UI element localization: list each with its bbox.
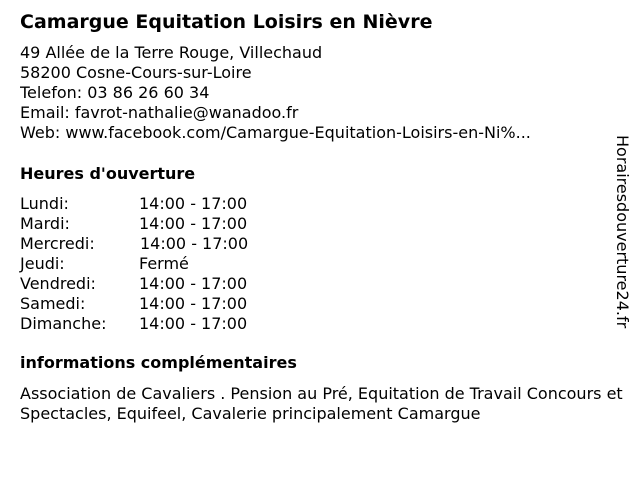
phone-number: Telefon: 03 86 26 60 34	[20, 83, 210, 102]
street-address: 49 Allée de la Terre Rouge, Villechaud	[20, 43, 323, 62]
day-label: Jeudi:	[20, 254, 65, 273]
contact-details	[20, 43, 610, 143]
day-label: Vendredi:	[20, 274, 96, 293]
day-label: Lundi:	[20, 194, 69, 213]
hours-value: 14:00 - 17:00	[139, 194, 248, 213]
hours-row-thursday	[20, 254, 248, 274]
day-label: Mercredi:	[20, 234, 95, 253]
business-title: Camargue Equitation Loisirs en Nièvre	[20, 11, 433, 33]
email-address: Email: favrot-nathalie@wanadoo.fr	[20, 103, 299, 122]
hours-value: 14:00 - 17:00	[140, 234, 249, 253]
hours-row-sunday	[20, 314, 248, 334]
opening-hours-table	[20, 194, 248, 334]
hours-value: 14:00 - 17:00	[139, 274, 248, 293]
hours-value: Fermé	[139, 254, 189, 273]
city-postcode: 58200 Cosne-Cours-sur-Loire	[20, 63, 252, 82]
hours-value: 14:00 - 17:00	[139, 214, 248, 233]
hours-row-wednesday	[20, 234, 248, 254]
hours-row-monday	[20, 194, 248, 214]
website-url: Web: www.facebook.com/Camargue-Equitation-Loisirs-en-Ni%...	[20, 123, 531, 142]
day-label: Mardi:	[20, 214, 70, 233]
info-description: Association de Cavaliers . Pension au Pré, Equitation de Travail Concours et Spectacles, Equifeel, Cavalerie principalement Camargue	[20, 384, 623, 423]
hours-row-friday	[20, 274, 248, 294]
hours-value: 14:00 - 17:00	[139, 294, 248, 313]
day-label: Samedi:	[20, 294, 86, 313]
hours-row-tuesday	[20, 214, 248, 234]
opening-hours-heading: Heures d'ouverture	[20, 164, 196, 183]
info-heading: informations complémentaires	[20, 353, 297, 372]
brand-watermark: Horairesdouverture24.fr	[613, 135, 632, 329]
hours-row-saturday	[20, 294, 248, 314]
day-label: Dimanche:	[20, 314, 107, 333]
hours-value: 14:00 - 17:00	[139, 314, 248, 333]
